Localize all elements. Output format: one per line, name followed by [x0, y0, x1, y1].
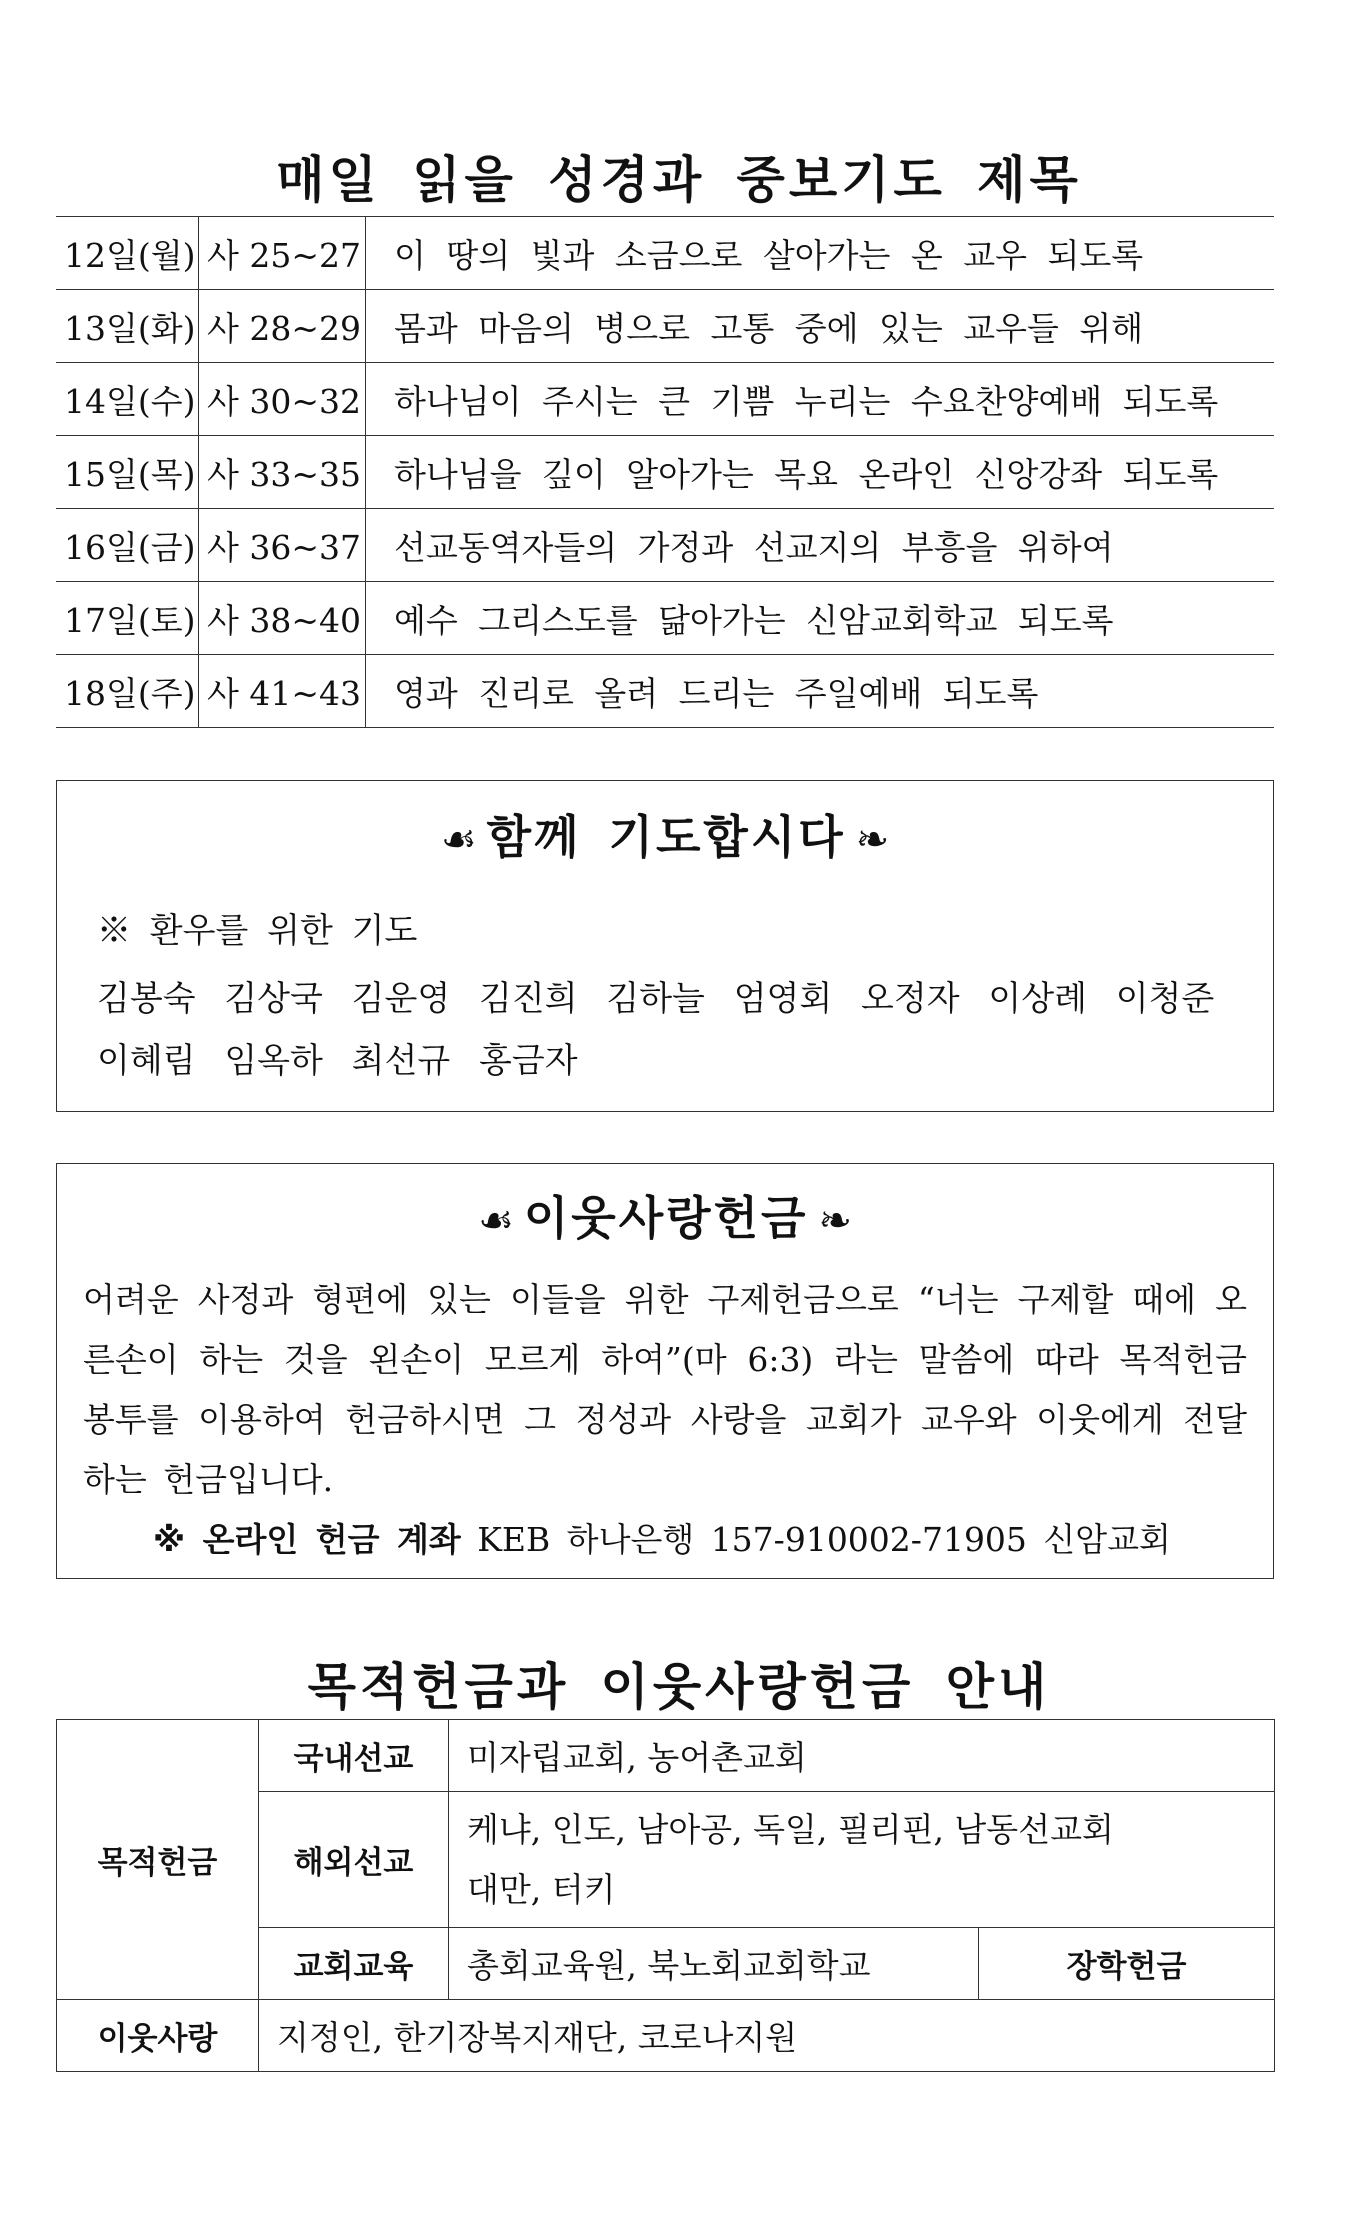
scripture-cell: 사 28~29 [199, 290, 366, 363]
domestic-mission-value: 미자립교회, 농어촌교회 [449, 1720, 1275, 1792]
table-row [56, 436, 1274, 509]
account-info: KEB 하나은행 157-910002-71905 신암교회 [477, 1520, 1171, 1559]
neighbor-heading [57, 1182, 1273, 1248]
ornament-left-icon: ☙ [478, 1198, 514, 1244]
day-cell: 16일(금) [56, 509, 199, 582]
neighbor-love-label: 이웃사랑 [57, 2000, 259, 2072]
online-account [153, 1514, 1273, 1561]
bible-reading-table [56, 216, 1274, 728]
prayer-title: 함께 기도합시다 [486, 810, 846, 864]
day-cell: 15일(목) [56, 436, 199, 509]
table-row [57, 1720, 1275, 1792]
neighbor-love-value: 지정인, 한기장복지재단, 코로나지원 [259, 2000, 1275, 2072]
overseas-mission-label: 해외선교 [259, 1792, 449, 1928]
scripture-cell: 사 30~32 [199, 363, 366, 436]
offering-guide-table [56, 1719, 1275, 2072]
scholarship-label: 장학헌금 [979, 1928, 1275, 2000]
ornament-left-icon: ☙ [440, 817, 477, 863]
neighbor-description: 어려운 사정과 형편에 있는 이들을 위한 구제헌금으로 “너는 구제할 때에 오른손이 하는 것을 왼손이 모르게 하여”(마 6:3) 라는 말씀에 따라 목적헌금 봉투를 이용하여 헌금하시면 그 정성과 사랑을 교회가 교우와 이웃에게 전달하는 헌금입니다. [83, 1280, 1247, 1499]
prayer-topic-cell: 영과 진리로 올려 드리는 주일예배 되도록 [366, 655, 1275, 728]
day-cell: 12일(월) [56, 217, 199, 290]
account-label: ※ 온라인 헌금 계좌 [153, 1520, 461, 1559]
purpose-offering-label: 목적헌금 [57, 1720, 259, 2000]
prayer-heading [57, 801, 1273, 867]
overseas-line: 대만, 터키 [467, 1869, 616, 1909]
table-row [56, 363, 1274, 436]
patient-names [97, 968, 1237, 1092]
day-cell: 18일(주) [56, 655, 199, 728]
prayer-topic-cell: 몸과 마음의 병으로 고통 중에 있는 교우들 위해 [366, 290, 1275, 363]
table-row [56, 509, 1274, 582]
neighbor-title: 이웃사랑헌금 [523, 1191, 809, 1245]
prayer-topic-cell: 하나님을 깊이 알아가는 목요 온라인 신앙강좌 되도록 [366, 436, 1275, 509]
table-row [56, 217, 1274, 290]
neighbor-offering-box [56, 1163, 1274, 1579]
scripture-cell: 사 38~40 [199, 582, 366, 655]
scripture-cell: 사 36~37 [199, 509, 366, 582]
table-row [56, 655, 1274, 728]
names-line: 김봉숙 김상국 김운영 김진희 김하늘 엄영회 오정자 이상례 이청준 [97, 979, 1215, 1019]
table-row [57, 2000, 1275, 2072]
reading-title: 매일 읽을 성경과 중보기도 제목 [276, 151, 1082, 209]
church-education-value: 총회교육원, 북노회교회학교 [449, 1928, 979, 2000]
scripture-cell: 사 25~27 [199, 217, 366, 290]
prayer-subtitle: ※ 환우를 위한 기도 [97, 911, 418, 951]
overseas-mission-value [449, 1792, 1275, 1928]
day-cell: 14일(수) [56, 363, 199, 436]
scripture-cell: 사 33~35 [199, 436, 366, 509]
ornament-right-icon: ❧ [855, 817, 890, 863]
prayer-topic-cell: 선교동역자들의 가정과 선교지의 부흥을 위하여 [366, 509, 1275, 582]
offering-guide-title: 목적헌금과 이웃사랑헌금 안내 [307, 1658, 1051, 1716]
prayer-box [56, 780, 1274, 1112]
day-cell: 13일(화) [56, 290, 199, 363]
prayer-topic-cell: 예수 그리스도를 닮아가는 신암교회학교 되도록 [366, 582, 1275, 655]
day-cell: 17일(토) [56, 582, 199, 655]
table-row [56, 582, 1274, 655]
prayer-topic-cell: 이 땅의 빛과 소금으로 살아가는 온 교우 되도록 [366, 217, 1275, 290]
table-row [56, 290, 1274, 363]
domestic-mission-label: 국내선교 [259, 1720, 449, 1792]
names-line: 이혜림 임옥하 최선규 홍금자 [97, 1041, 578, 1081]
church-education-label: 교회교육 [259, 1928, 449, 2000]
prayer-topic-cell: 하나님이 주시는 큰 기쁨 누리는 수요찬양예배 되도록 [366, 363, 1275, 436]
scripture-cell: 사 41~43 [199, 655, 366, 728]
ornament-right-icon: ❧ [818, 1198, 852, 1244]
overseas-line: 케냐, 인도, 남아공, 독일, 필리핀, 남동선교회 [467, 1809, 1114, 1849]
